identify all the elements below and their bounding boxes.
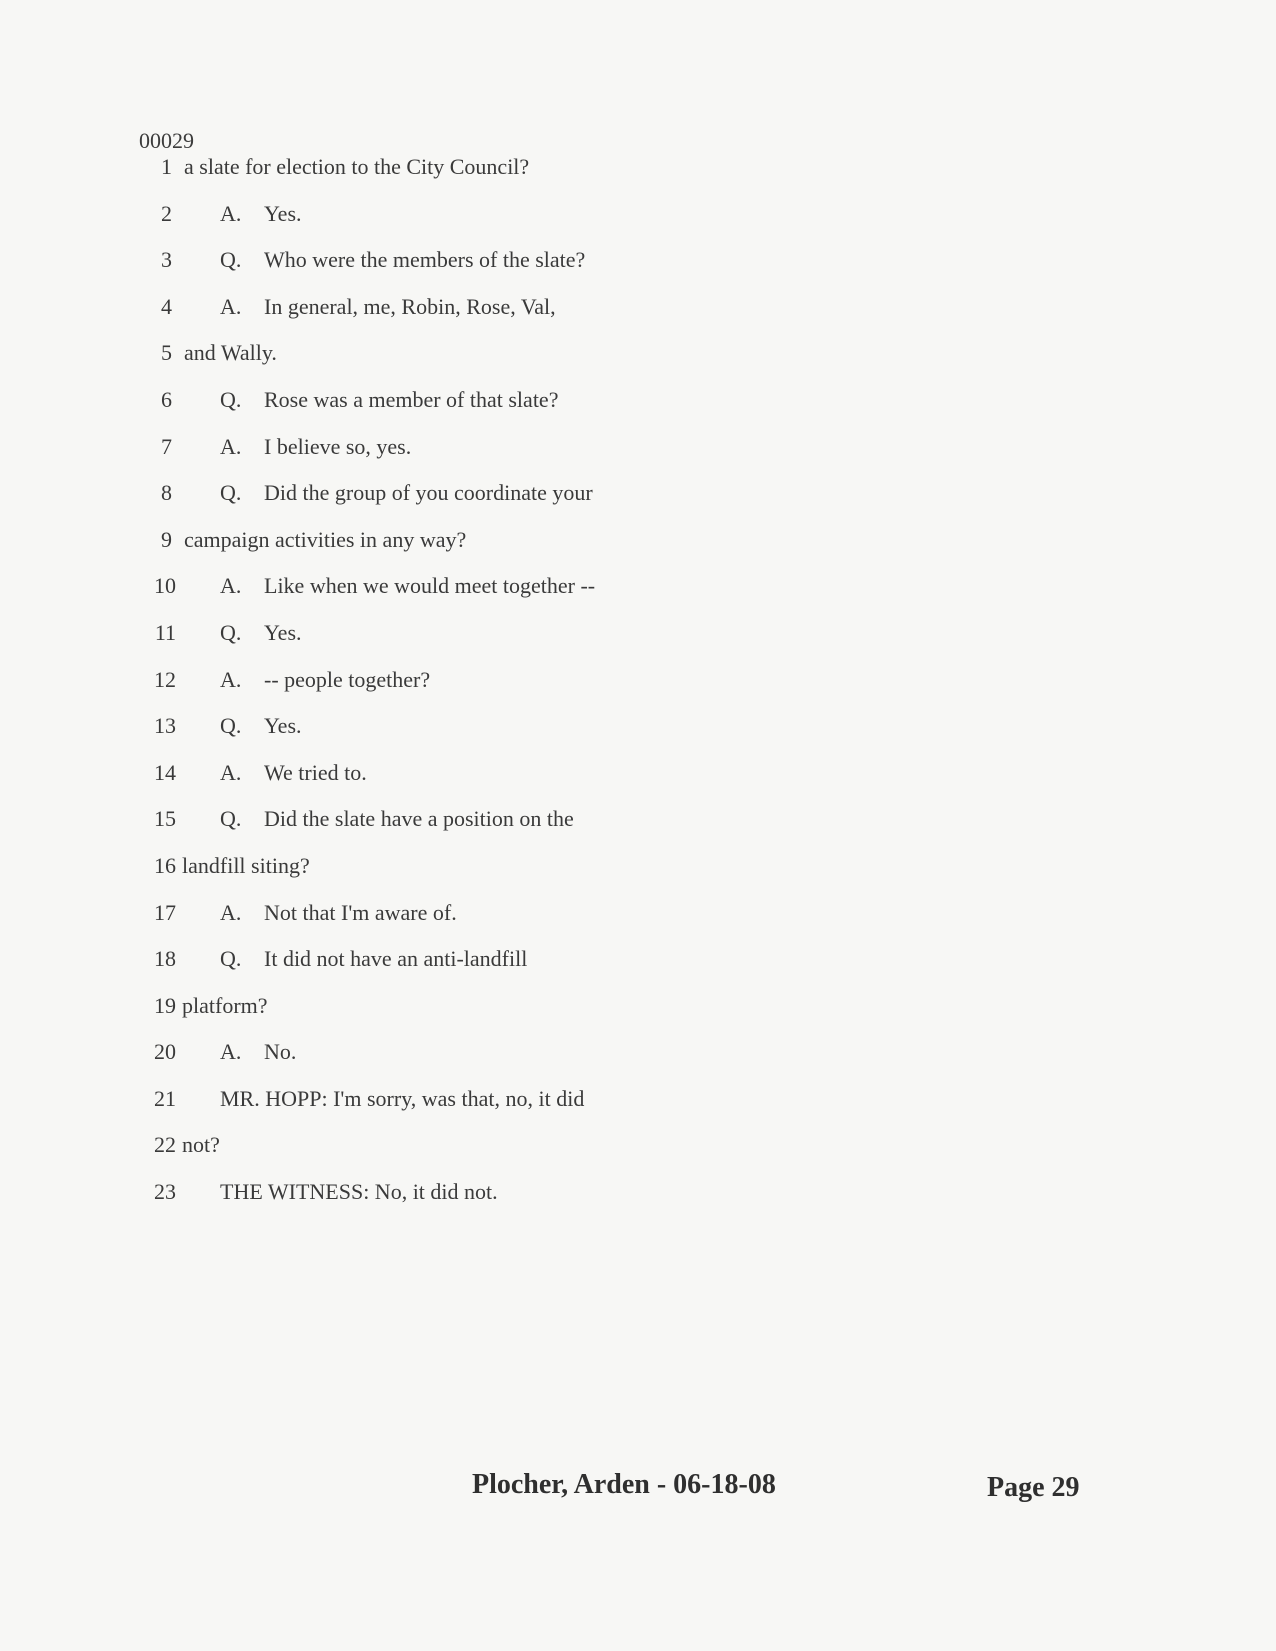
line-text: [220, 387, 558, 413]
line-text: [220, 434, 411, 460]
transcript-line: [0, 1039, 1276, 1086]
line-number: 5: [161, 340, 172, 366]
transcript-line: [0, 1086, 1276, 1133]
line-body: Who were the members of the slate?: [264, 247, 586, 273]
line-text: [220, 1039, 296, 1065]
line-body: Rose was a member of that slate?: [264, 386, 559, 412]
transcript-line: [0, 573, 1276, 620]
line-number: 15: [154, 806, 176, 832]
speaker-label: Q.: [220, 806, 242, 832]
line-text: and Wally.: [184, 340, 277, 366]
line-number: 11: [154, 619, 176, 645]
line-text: [220, 760, 367, 786]
line-number: 12: [154, 666, 176, 692]
line-text: campaign activities in any way?: [184, 526, 467, 552]
footer-page-number: Page 29: [987, 1472, 1080, 1503]
line-text: landfill siting?: [182, 852, 310, 878]
transcript-line: [0, 294, 1276, 341]
line-text: [220, 946, 527, 972]
line-body: No.: [264, 1039, 297, 1065]
transcript-line: [0, 713, 1276, 760]
line-text: [220, 667, 430, 693]
line-body: -- people together?: [264, 666, 431, 692]
speaker-label: Q.: [220, 480, 242, 506]
line-body: Not that I'm aware of.: [264, 899, 457, 925]
speaker-label: Q.: [220, 619, 242, 645]
line-text: [220, 480, 593, 506]
line-text: MR. HOPP: I'm sorry, was that, no, it did: [220, 1085, 585, 1111]
line-number: 23: [154, 1179, 176, 1205]
line-number: 19: [154, 992, 176, 1018]
line-body: Yes.: [264, 200, 302, 226]
transcript-line: [0, 760, 1276, 807]
speaker-label: A.: [220, 666, 242, 692]
line-number: 16: [154, 852, 176, 878]
line-number: 10: [154, 573, 176, 599]
line-number: 3: [161, 247, 172, 273]
speaker-label: Q.: [220, 386, 242, 412]
transcript-line: [0, 946, 1276, 993]
line-text: [220, 900, 457, 926]
line-text: [220, 573, 595, 599]
transcript-line: [0, 667, 1276, 714]
speaker-label: A.: [220, 759, 242, 785]
line-text: [220, 247, 585, 273]
footer-deponent: Plocher, Arden - 06-18-08: [472, 1469, 776, 1500]
line-body: In general, me, Robin, Rose, Val,: [264, 293, 556, 319]
speaker-label: A.: [220, 899, 242, 925]
page-code: 00029: [139, 128, 194, 153]
line-body: Yes.: [264, 713, 302, 739]
transcript-line: [0, 340, 1276, 387]
line-number: 2: [161, 200, 172, 226]
speaker-label: Q.: [220, 247, 242, 273]
transcript-lines: [0, 154, 1276, 1226]
transcript-line: [0, 806, 1276, 853]
line-text: a slate for election to the City Council?: [184, 154, 530, 179]
speaker-label: Q.: [220, 946, 242, 972]
line-body: Did the slate have a position on the: [264, 806, 574, 832]
speaker-label: Q.: [220, 713, 242, 739]
line-number: 18: [154, 946, 176, 972]
transcript-line: [0, 527, 1276, 574]
line-body: We tried to.: [264, 759, 367, 785]
line-text: [220, 713, 302, 739]
line-text: [220, 201, 302, 227]
speaker-label: A.: [220, 433, 242, 459]
transcript-line: [0, 434, 1276, 481]
line-number: 20: [154, 1039, 176, 1065]
transcript-line: [0, 387, 1276, 434]
line-body: It did not have an anti-landfill: [264, 946, 528, 972]
line-number: 6: [161, 386, 172, 412]
transcript-line: [0, 154, 1276, 201]
line-number: 1: [161, 154, 172, 179]
line-text: not?: [182, 1132, 220, 1158]
transcript-line: [0, 1179, 1276, 1226]
speaker-label: A.: [220, 1039, 242, 1065]
transcript-line: [0, 620, 1276, 667]
line-number: 8: [161, 480, 172, 506]
line-number: 9: [161, 526, 172, 552]
transcript-line: [0, 1132, 1276, 1179]
line-number: 17: [154, 899, 176, 925]
transcript-line: [0, 201, 1276, 248]
speaker-label: A.: [220, 293, 242, 319]
line-body: Like when we would meet together --: [264, 573, 596, 599]
line-body: Did the group of you coordinate your: [264, 480, 593, 506]
line-number: 4: [161, 293, 172, 319]
transcript-line: [0, 993, 1276, 1040]
line-number: 21: [154, 1085, 176, 1111]
transcript-line: [0, 247, 1276, 294]
line-text: [220, 806, 574, 832]
speaker-label: A.: [220, 573, 242, 599]
line-number: 14: [154, 759, 176, 785]
line-text: THE WITNESS: No, it did not.: [220, 1179, 498, 1205]
transcript-line: [0, 900, 1276, 947]
line-text: [220, 620, 302, 646]
line-text: [220, 294, 556, 320]
line-number: 7: [161, 433, 172, 459]
line-number: 13: [154, 713, 176, 739]
line-body: Yes.: [264, 619, 302, 645]
speaker-label: A.: [220, 200, 242, 226]
line-body: I believe so, yes.: [264, 433, 412, 459]
transcript-line: [0, 853, 1276, 900]
line-text: platform?: [182, 992, 268, 1018]
line-number: 22: [154, 1132, 176, 1158]
transcript-line: [0, 480, 1276, 527]
